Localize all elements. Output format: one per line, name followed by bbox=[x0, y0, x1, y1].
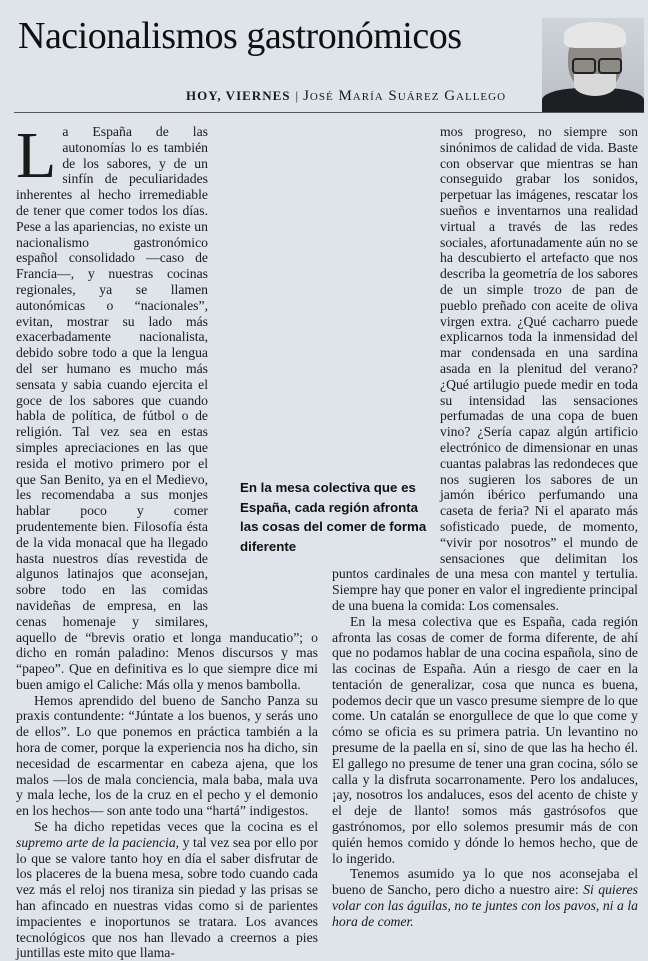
author-portrait-icon bbox=[542, 18, 644, 112]
byline-author: José María Suárez Gallego bbox=[303, 88, 507, 104]
paragraph-4: mos progreso, no siempre son sinónimos de calidad de vida. Baste con observar que mientras se han conseguido grabar los sonidos, perpetuar las imágenes, rescatar los sueños e inventarnos una realidad virtual a través de las redes sociales, afortunadamente aún no se ha descubierto el artefacto que nos describa la geometría de los sabores de un simple trozo de pan de pueblo preñado con aceite de oliva virgen extra. ¿Qué cacharro puede explicarnos toda la inmensidad del mar condensada en una sardina asada en la plenitud del verano? ¿Qué artilugio puede medir en toda su intensidad las sensaciones perfumadas de una copa de buen vino? ¿Sería capaz algún artificio electrónico de dimensionar en unas cuantas palabras las redondeces que nos sugieren los sabores de un jamón ibérico perfumando una caseta de feria? Ni el aparato más sofisticado puede, de momento, “vivir por nosotros” el mundo de sensaciones que delimitan los puntos cardinales de una mesa con mantel y tertulia. Siempre hay que poner en valor el ingrediente principal de una buena la comida: Los comensales. bbox=[332, 124, 638, 613]
drop-cap: L bbox=[16, 119, 57, 192]
paragraph-3-emphasis: supremo arte de la paciencia bbox=[16, 834, 176, 850]
paragraph-6 bbox=[332, 866, 638, 929]
paragraph-2: Hemos aprendido del bueno de Sancho Panza su praxis contundente: “Júntate a los buenos, y serás uno de ellos”. Lo que ponemos en práctica también a la hora de comer, porque la experiencia nos ha dicho, sin necesidad de escarmentar en cabeza ajena, que los malos —los de mala conciencia, mala baba, mala uva y mala leche, los de la cruz en el pecho y el demonio en los hechos— son ante todo una “hartá” indigestos. bbox=[16, 692, 318, 819]
paragraph-1: a España de las autonomías lo es también de los sabores, y de un sinfín de peculiaridades inherentes al hecho irremediable de tener que comer todos los días. Pese a las apariencias, no existe un nacionalismo gastronómico español consolidado —caso de Francia—, y nuestras cocinas regionales, ya se llamen autonómicas o “nacionales”, evitan, mostrar su lado más exacerbadamente nacionalista, debido sobre todo a que la lengua del ser humano es mucho más sensata y sabia cuando ejercita el goce de los sabores que cuando habla de política, de fútbol o de religión. Tal vez sea en estas simples apreciaciones en las que resida el motivo primero por el que San Benito, ya en el Medievo, les recomendaba a sus monjes hablar poco y comer prudentemente bien. Filosofía ésta de la vida monacal que ha llegado hasta nuestros días revestida de algunos latinajos que aconsejan, sobre todo en las comidas navideñas de empresa, en las cenas homenaje y similares, aquello de “brevis oratio et longa manducatio”; o dicho en román paladino: Menos discursos y mas “papeo”. Que en definitiva es lo que siempre dice mi buen amigo el Caliche: Más olla y menos bambolla. bbox=[16, 124, 318, 692]
portrait-glasses-left bbox=[572, 58, 596, 74]
byline-day: HOY, VIERNES bbox=[186, 88, 291, 103]
byline bbox=[186, 88, 506, 105]
pull-quote: En la mesa colectiva que es España, cada región afronta las cosas del comer de forma diferente bbox=[240, 480, 427, 554]
paragraph-3-start: Se ha dicho repetidas veces que la cocina es el bbox=[34, 819, 318, 835]
portrait-glasses-right bbox=[598, 58, 622, 74]
article-headline: Nacionalismos gastronómicos bbox=[18, 15, 462, 57]
paragraph-3-end: , y tal vez sea por ello por lo que se valore tanto hoy en día el saber disfrutar de los placeres de la buena mesa, sobre todo cuando cada vez más el reloj nos tiraniza sin piedad y las prisas se han afincado en nuestras vidas como si de parientes impacientes e inoportunos se tratara. Los avances tecnológicos que nos han llevado a creernos a pies juntillas este mito que llama- bbox=[16, 834, 318, 961]
portrait-hair bbox=[564, 22, 626, 48]
portrait-beard bbox=[574, 74, 616, 96]
closing-quote: Si quieres volar con las águilas, no te juntes con los pavos, ni a la hora de comer. bbox=[332, 882, 639, 929]
header-divider bbox=[14, 112, 644, 113]
byline-separator: | bbox=[295, 88, 299, 103]
paragraph-6-text: Tenemos asumido ya lo que nos aconsejaba el bueno de Sancho, pero dicho a nuestro aire: bbox=[332, 866, 638, 898]
paragraph-5: En la mesa colectiva que es España, cada región afronta las cosas de comer de forma diferente, de ahí que no podamos hablar de una cocina española, sino de las cocinas de España. Aún a riesgo de caer en la tentación de generalizar, cosa que nunca es buena, podemos decir que un vasco presume siempre de lo que come. Un catalán se enorgullece de que lo que come y cómo se oficia es su primera patria. Un levantino no presume de la paella en sí, sino de que las ha hecho él. El gallego no presume de tener una gran cocina, sólo se calla y la disfruta socarronamente. Pero los andaluces, ¡ay, nosotros los andaluces, esos del acento de chiste y el deje de llanto! somos más gastrósofos que gastrónomos, por ello solemos presumir más de con quién hemos comido y dónde lo hemos hecho, que de lo ingerido. bbox=[332, 613, 638, 866]
paragraph-3 bbox=[16, 819, 318, 961]
